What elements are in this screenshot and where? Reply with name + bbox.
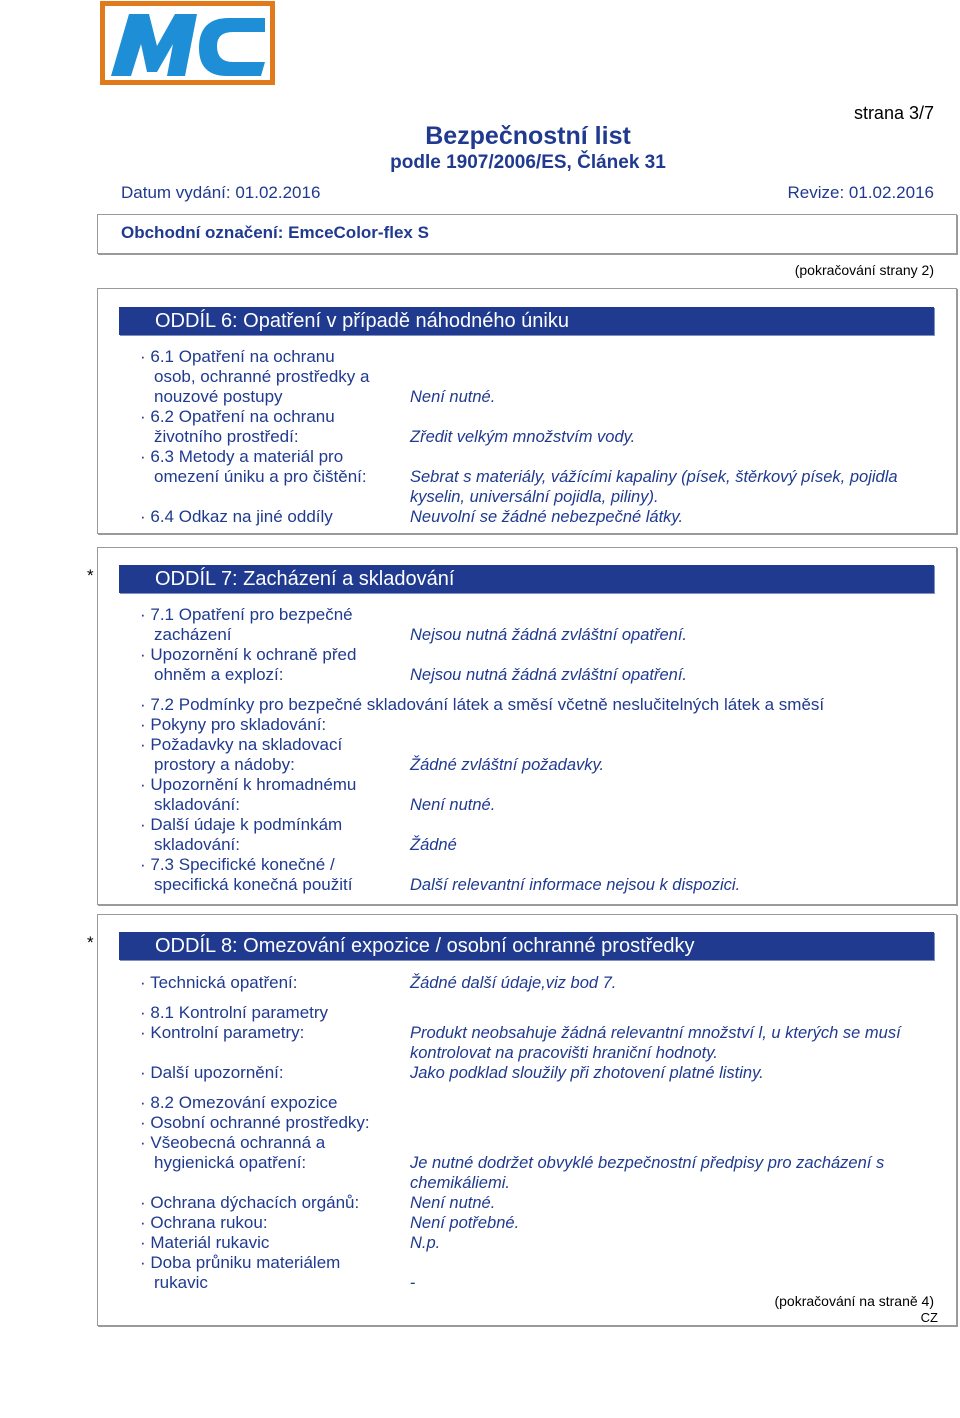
s7-label: skladování: xyxy=(154,835,240,854)
country-code: CZ xyxy=(920,1310,938,1325)
s7-value: Nejsou nutná žádná zvláštní opatření. xyxy=(410,666,688,684)
s6-value: Neuvolní se žádné nebezpečné látky. xyxy=(410,508,684,526)
s7-label: · 7.3 Specifické konečné / xyxy=(140,855,335,874)
s8-label: rukavic xyxy=(154,1273,208,1292)
s6-label: omezení úniku a pro čištění: xyxy=(154,467,367,486)
s6-label: životního prostředí: xyxy=(154,427,299,446)
s7-label: · Upozornění k hromadnému xyxy=(140,775,357,794)
s8-value: Je nutné dodržet obvyklé bezpečnostní předpisy pro zacházení s xyxy=(410,1154,885,1172)
document-subtitle: podle 1907/2006/ES, Článek 31 xyxy=(390,152,666,173)
change-marker: * xyxy=(87,566,94,585)
s8-label: · Další upozornění: xyxy=(140,1063,284,1082)
section-7-title-bar xyxy=(119,565,934,593)
s8-value: chemikáliemi. xyxy=(410,1174,510,1192)
s8-value: Produkt neobsahuje žádná relevantní množství l, u kterých se musí xyxy=(410,1024,901,1042)
s7-value: Žádné zvláštní požadavky. xyxy=(410,756,605,774)
s8-value: - xyxy=(410,1274,416,1292)
s8-label: · Ochrana rukou: xyxy=(140,1213,268,1232)
section-6-title: ODDÍL 6: Opatření v případě náhodného úniku xyxy=(155,310,569,332)
s6-value: kyselin, universální pojidla, piliny). xyxy=(410,488,659,506)
issue-date: Datum vydání: 01.02.2016 xyxy=(121,183,321,202)
s7-label: · Upozornění k ochraně před xyxy=(140,645,357,664)
company-logo xyxy=(100,1,275,85)
page-number: strana 3/7 xyxy=(853,103,934,123)
s8-label: · Technická opatření: xyxy=(140,973,298,992)
s6-label: osob, ochranné prostředky a xyxy=(154,367,370,386)
s8-label: hygienická opatření: xyxy=(154,1153,307,1172)
s8-label: · Kontrolní parametry: xyxy=(140,1023,305,1042)
s8-value: Není potřebné. xyxy=(410,1214,520,1232)
s7-label: specifická konečná použití xyxy=(154,875,353,894)
continued-on: (pokračování na straně 4) xyxy=(774,1293,934,1309)
change-marker: * xyxy=(87,933,94,952)
s6-label: nouzové postupy xyxy=(154,387,283,406)
s8-label: · 8.2 Omezování expozice xyxy=(140,1093,338,1112)
s7-label: prostory a nádoby: xyxy=(154,755,295,774)
s6-value: Zředit velkým množstvím vody. xyxy=(410,428,636,446)
s7-value: Žádné xyxy=(410,836,457,854)
s6-value: Sebrat s materiály, vážícími kapaliny (písek, štěrkový písek, pojidla xyxy=(410,468,898,486)
section-8-title-bar xyxy=(119,932,934,960)
section-8-title: ODDÍL 8: Omezování expozice / osobní ochranné prostředky xyxy=(155,935,695,957)
s7-label: ohněm a explozí: xyxy=(154,665,284,684)
s8-label: · Materiál rukavic xyxy=(140,1233,270,1252)
s6-label: · 6.1 Opatření na ochranu xyxy=(140,347,335,366)
s8-value: N.p. xyxy=(410,1234,441,1252)
revision-date: Revize: 01.02.2016 xyxy=(787,183,934,202)
s8-value: kontrolovat na pracovišti hraniční hodnoty. xyxy=(410,1044,718,1062)
s7-label: skladování: xyxy=(154,795,240,814)
s8-value: Žádné další údaje,viz bod 7. xyxy=(410,974,617,992)
s8-label: · Všeobecná ochranná a xyxy=(140,1133,326,1152)
section-7-title: ODDÍL 7: Zacházení a skladování xyxy=(155,568,455,590)
s6-label: · 6.3 Metody a materiál pro xyxy=(140,447,344,466)
s7-label: zacházení xyxy=(154,625,232,644)
s8-label: · Ochrana dýchacích orgánů: xyxy=(140,1193,360,1212)
s6-label: · 6.2 Opatření na ochranu xyxy=(140,407,335,426)
section-6-title-bar xyxy=(119,307,934,335)
s7-label: · 7.1 Opatření pro bezpečné xyxy=(140,605,353,624)
s8-value: Jako podklad sloužily při zhotovení platné listiny. xyxy=(410,1064,764,1082)
continued-from: (pokračování strany 2) xyxy=(794,262,934,278)
logo-mark xyxy=(105,6,270,80)
s7-label: · 7.2 Podmínky pro bezpečné skladování látek a směsí včetně neslučitelných látek a směsí xyxy=(140,695,825,714)
s7-label: · Požadavky na skladovací xyxy=(140,735,343,754)
s8-label: · Doba průniku materiálem xyxy=(140,1253,341,1272)
s6-value: Není nutné. xyxy=(410,388,496,406)
trade-name: Obchodní označení: EmceColor-flex S xyxy=(121,223,429,242)
s7-value: Není nutné. xyxy=(410,796,496,814)
document-title: Bezpečnostní list xyxy=(425,122,631,150)
s7-label: · Další údaje k podmínkám xyxy=(140,815,343,834)
s7-value: Nejsou nutná žádná zvláštní opatření. xyxy=(410,626,688,644)
s7-label: · Pokyny pro skladování: xyxy=(140,715,327,734)
s8-value: Není nutné. xyxy=(410,1194,496,1212)
s8-label: · Osobní ochranné prostředky: xyxy=(140,1113,370,1132)
s8-label: · 8.1 Kontrolní parametry xyxy=(140,1003,329,1022)
s7-value: Další relevantní informace nejsou k dispozici. xyxy=(410,876,741,894)
s6-label: · 6.4 Odkaz na jiné oddíly xyxy=(140,507,333,526)
